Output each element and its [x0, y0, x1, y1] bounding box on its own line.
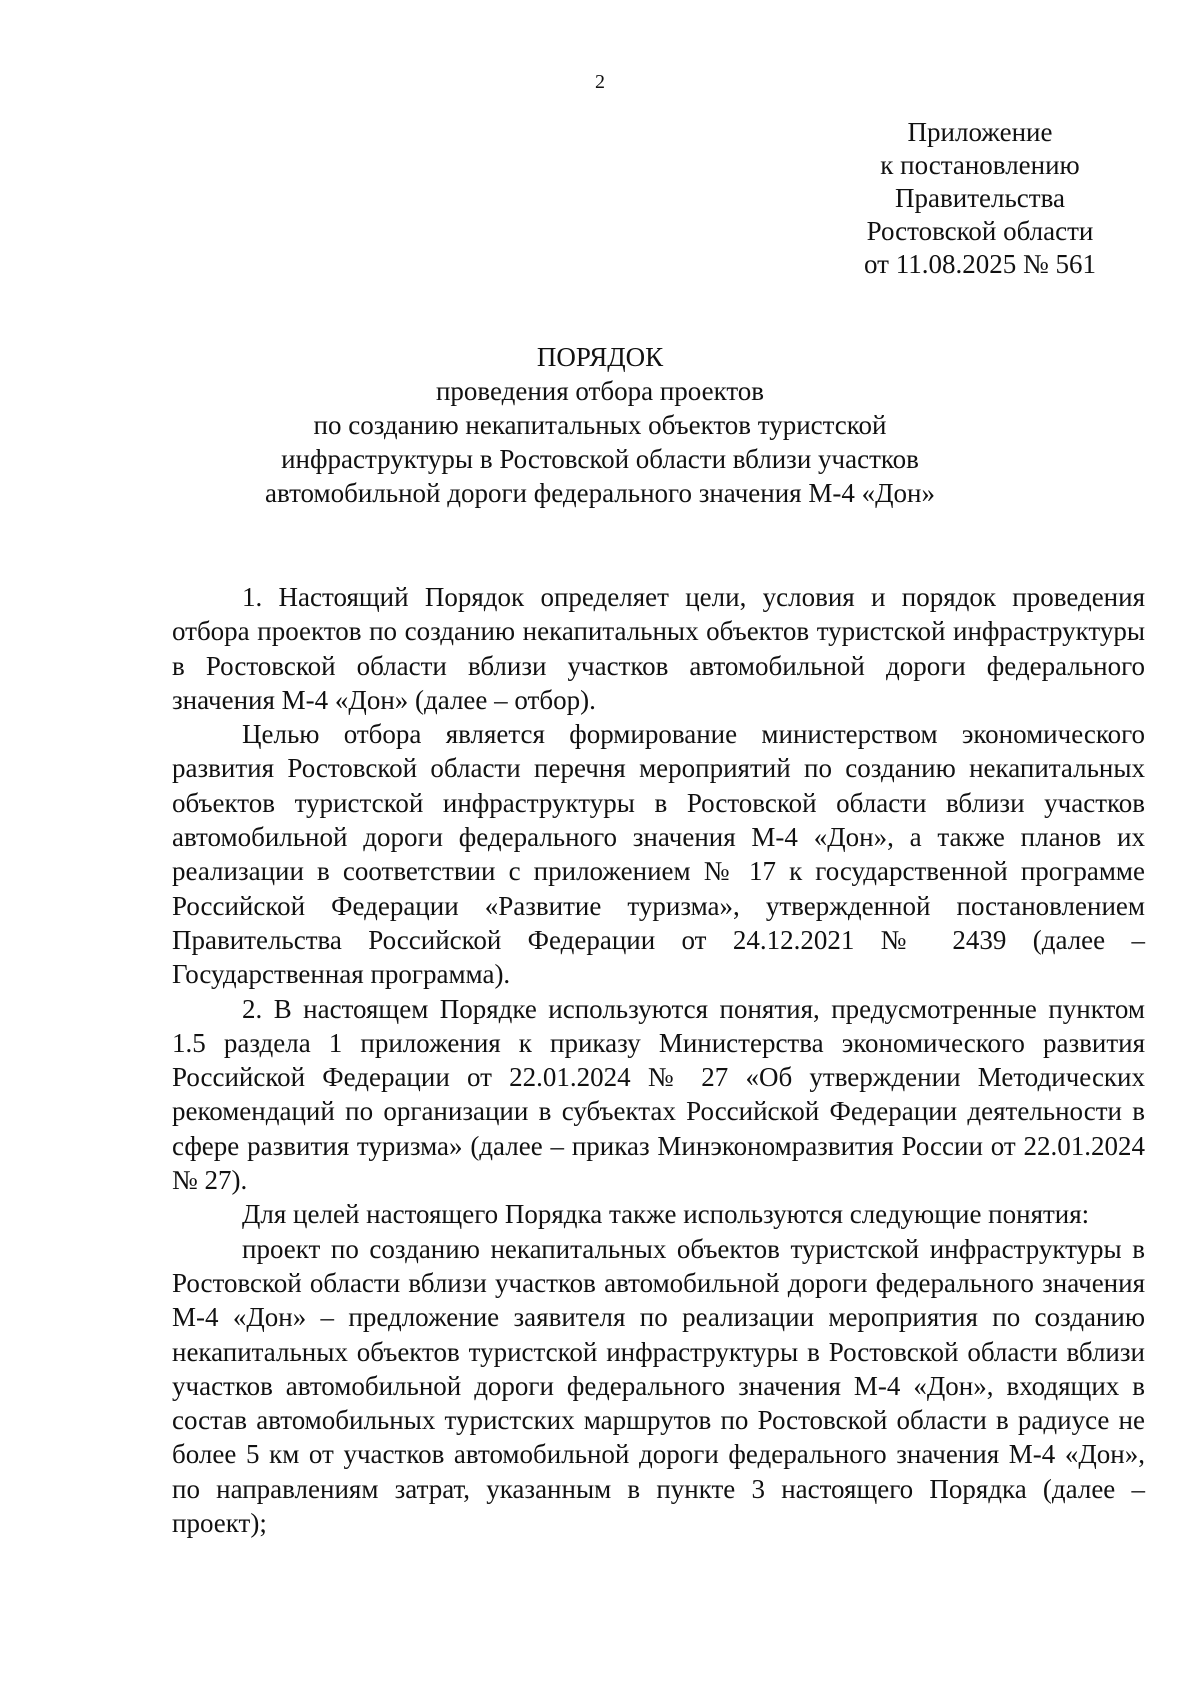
body-paragraph: 1. Настоящий Порядок определяет цели, условия и порядок проведения отбора проектов по созданию некапитальных объектов туристской инфраструктуры в Ростовской области вблизи участков автомобильной дороги федерального значения М-4 «Дон» (далее – отбор). [172, 582, 1145, 715]
document-subtitle-line: инфраструктуры в Ростовской области вблизи участков [281, 444, 919, 474]
document-body [172, 580, 1145, 1540]
document-title: ПОРЯДОК [536, 342, 664, 372]
document-subtitle-line: проведения отбора проектов [435, 376, 765, 406]
document-subtitle-line: автомобильной дороги федерального значения М-4 «Дон» [265, 478, 935, 508]
body-paragraph: проект по созданию некапитальных объектов туристской инфраструктуры в Ростовской области вблизи участков автомобильной дороги федерального значения М-4 «Дон» – предложение заявителя по реализации мероприятия по созданию некапитальных объектов туристской инфраструктуры в Ростовской области вблизи участков автомобильной дороги федерального значения М-4 «Дон», входящих в состав автомобильных туристских маршрутов по Ростовской области в радиусе не более 5 км от участков автомобильной дороги федерального значения М-4 «Дон», по направлениям затрат, указанным в пункте 3 настоящего Порядка (далее – проект); [172, 1233, 1145, 1539]
appendix-line: от 11.08.2025 № 561 [864, 249, 1096, 279]
page-number: 2 [595, 71, 605, 93]
appendix-line: Правительства [895, 183, 1065, 213]
appendix-block [830, 116, 1130, 281]
document-title-block [200, 340, 1000, 510]
appendix-line: Ростовской области [866, 216, 1094, 246]
appendix-line: к постановлению [880, 150, 1080, 180]
appendix-line: Приложение [907, 117, 1053, 147]
body-paragraph: Целью отбора является формирование министерством экономического развития Ростовской области перечня мероприятий по созданию некапитальных объектов туристской инфраструктуры в Ростовской области вблизи участков автомобильной дороги федерального значения М-4 «Дон», а также планов их реализации в соответствии с приложением № 17 к государственной программе Российской Федерации «Развитие туризма», утвержденной постановлением Правительства Российской Федерации от 24.12.2021 № 2439 (далее – Государственная программа). [172, 719, 1145, 990]
document-subtitle-line: по созданию некапитальных объектов туристской [313, 410, 887, 440]
body-paragraph: 2. В настоящем Порядке используются понятия, предусмотренные пунктом 1.5 раздела 1 приложения к приказу Министерства экономического развития Российской Федерации от 22.01.2024 № 27 «Об утверждении Методических рекомендаций по организации в субъектах Российской Федерации деятельности в сфере развития туризма» (далее – приказ Минэкономразвития России от 22.01.2024 № 27). [172, 993, 1145, 1196]
body-paragraph: Для целей настоящего Порядка также используются следующие понятия: [242, 1199, 1090, 1230]
